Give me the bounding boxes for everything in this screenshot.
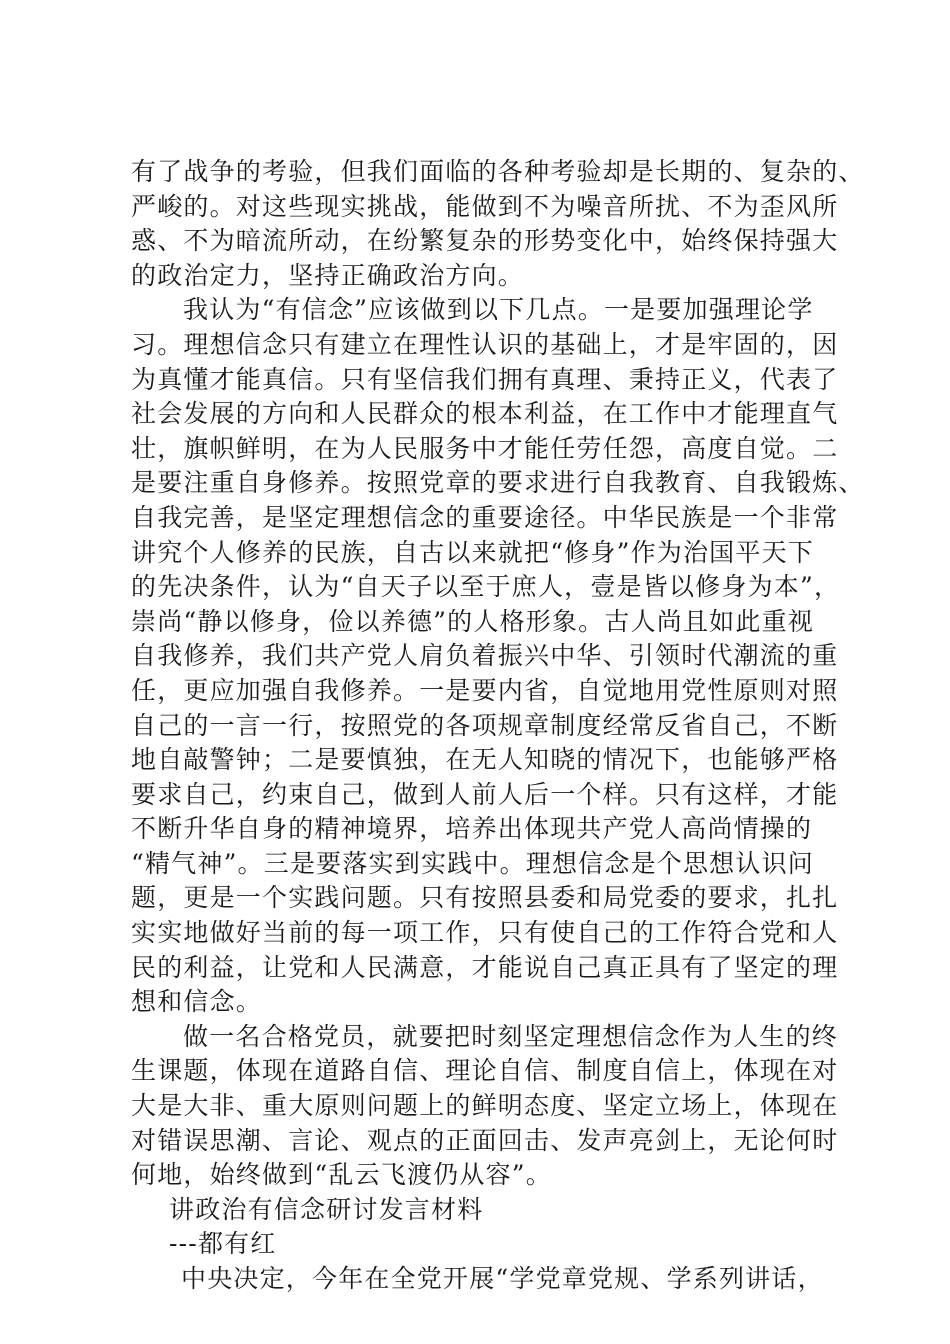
text-line: 是要注重自身修养。按照党章的要求进行自我教育、自我锻炼、 bbox=[131, 468, 865, 498]
text-line: 自己的一言一行，按照党的各项规章制度经常反省自己，不断 bbox=[131, 710, 839, 740]
text-line: 社会发展的方向和人民群众的根本利益，在工作中才能理直气 bbox=[131, 399, 839, 429]
text-line: 任，更应加强自我修养。一是要内省，自觉地用党性原则对照 bbox=[131, 675, 839, 705]
text-line: 有了战争的考验，但我们面临的各种考验却是长期的、复杂的、 bbox=[131, 157, 865, 186]
text-line: 为真懂才能真信。只有坚信我们拥有真理、秉持正义，代表了 bbox=[131, 364, 839, 394]
text-line: 生课题，体现在道路自信、理论自信、制度自信上，体现在对 bbox=[131, 1056, 839, 1086]
author-line: ---都有红 bbox=[169, 1229, 277, 1259]
body-text bbox=[131, 155, 865, 1297]
text-line: 大是大非、重大原则问题上的鲜明态度、坚定立场上，体现在 bbox=[131, 1091, 839, 1121]
text-line: 讲究个人修养的民族，自古以来就把“修身”作为治国平天下 bbox=[131, 537, 814, 567]
text-line: 要求自己，约束自己，做到人前人后一个样。只有这样，才能 bbox=[131, 779, 839, 809]
text-line: 的先决条件，认为“自天子以至于庶人，壹是皆以修身为本”， bbox=[131, 572, 841, 602]
text-line: 想和信念。 bbox=[131, 987, 263, 1017]
paragraph-start-line: 做一名合格党员，就要把时刻坚定理想信念作为人生的终 bbox=[183, 1021, 839, 1051]
text-line: 的政治定力，坚持正确政治方向。 bbox=[131, 260, 525, 290]
paragraph-start-line: 中央决定，今年在全党开展“学党章党规、学系列讲话， bbox=[181, 1264, 824, 1293]
text-line: 民的利益，让党和人民满意，才能说自己真正具有了坚定的理 bbox=[131, 952, 839, 982]
text-line: “精气神”。三是要落实到实践中。理想信念是个思想认识问 bbox=[131, 848, 814, 878]
text-line: 崇尚“静以修身，俭以养德”的人格形象。古人尚且如此重视 bbox=[131, 606, 814, 636]
text-line: 不断升华自身的精神境界，培养出体现共产党人高尚情操的 bbox=[131, 814, 813, 844]
paragraph-start-line: 我认为“有信念”应该做到以下几点。一是要加强理论学 bbox=[183, 295, 814, 325]
section-title: 讲政治有信念研讨发言材料 bbox=[169, 1194, 484, 1224]
text-line: 自我修养，我们共产党人肩负着振兴中华、引领时代潮流的重 bbox=[131, 641, 839, 671]
text-line: 自我完善，是坚定理想信念的重要途径。中华民族是一个非常 bbox=[131, 502, 839, 532]
text-line: 对错误思潮、言论、观点的正面回击、发声亮剑上，无论何时 bbox=[131, 1125, 839, 1155]
text-line: 壮，旗帜鲜明，在为人民服务中才能任劳任怨，高度自觉。二 bbox=[131, 433, 839, 463]
text-line: 严峻的。对这些现实挑战，能做到不为噪音所扰、不为歪风所 bbox=[131, 191, 839, 221]
text-line: 惑、不为暗流所动，在纷繁复杂的形势变化中，始终保持强大 bbox=[131, 226, 839, 256]
text-line: 题，更是一个实践问题。只有按照县委和局党委的要求，扎扎 bbox=[131, 883, 839, 913]
text-line: 习。理想信念只有建立在理性认识的基础上，才是牢固的，因 bbox=[131, 329, 839, 359]
text-line: 实实地做好当前的每一项工作，只有使自己的工作符合党和人 bbox=[131, 918, 839, 948]
text-line: 地自敲警钟；二是要慎独，在无人知晓的情况下，也能够严格 bbox=[131, 745, 839, 775]
text-line: 何地，始终做到“乱云飞渡仍从容”。 bbox=[131, 1160, 552, 1190]
